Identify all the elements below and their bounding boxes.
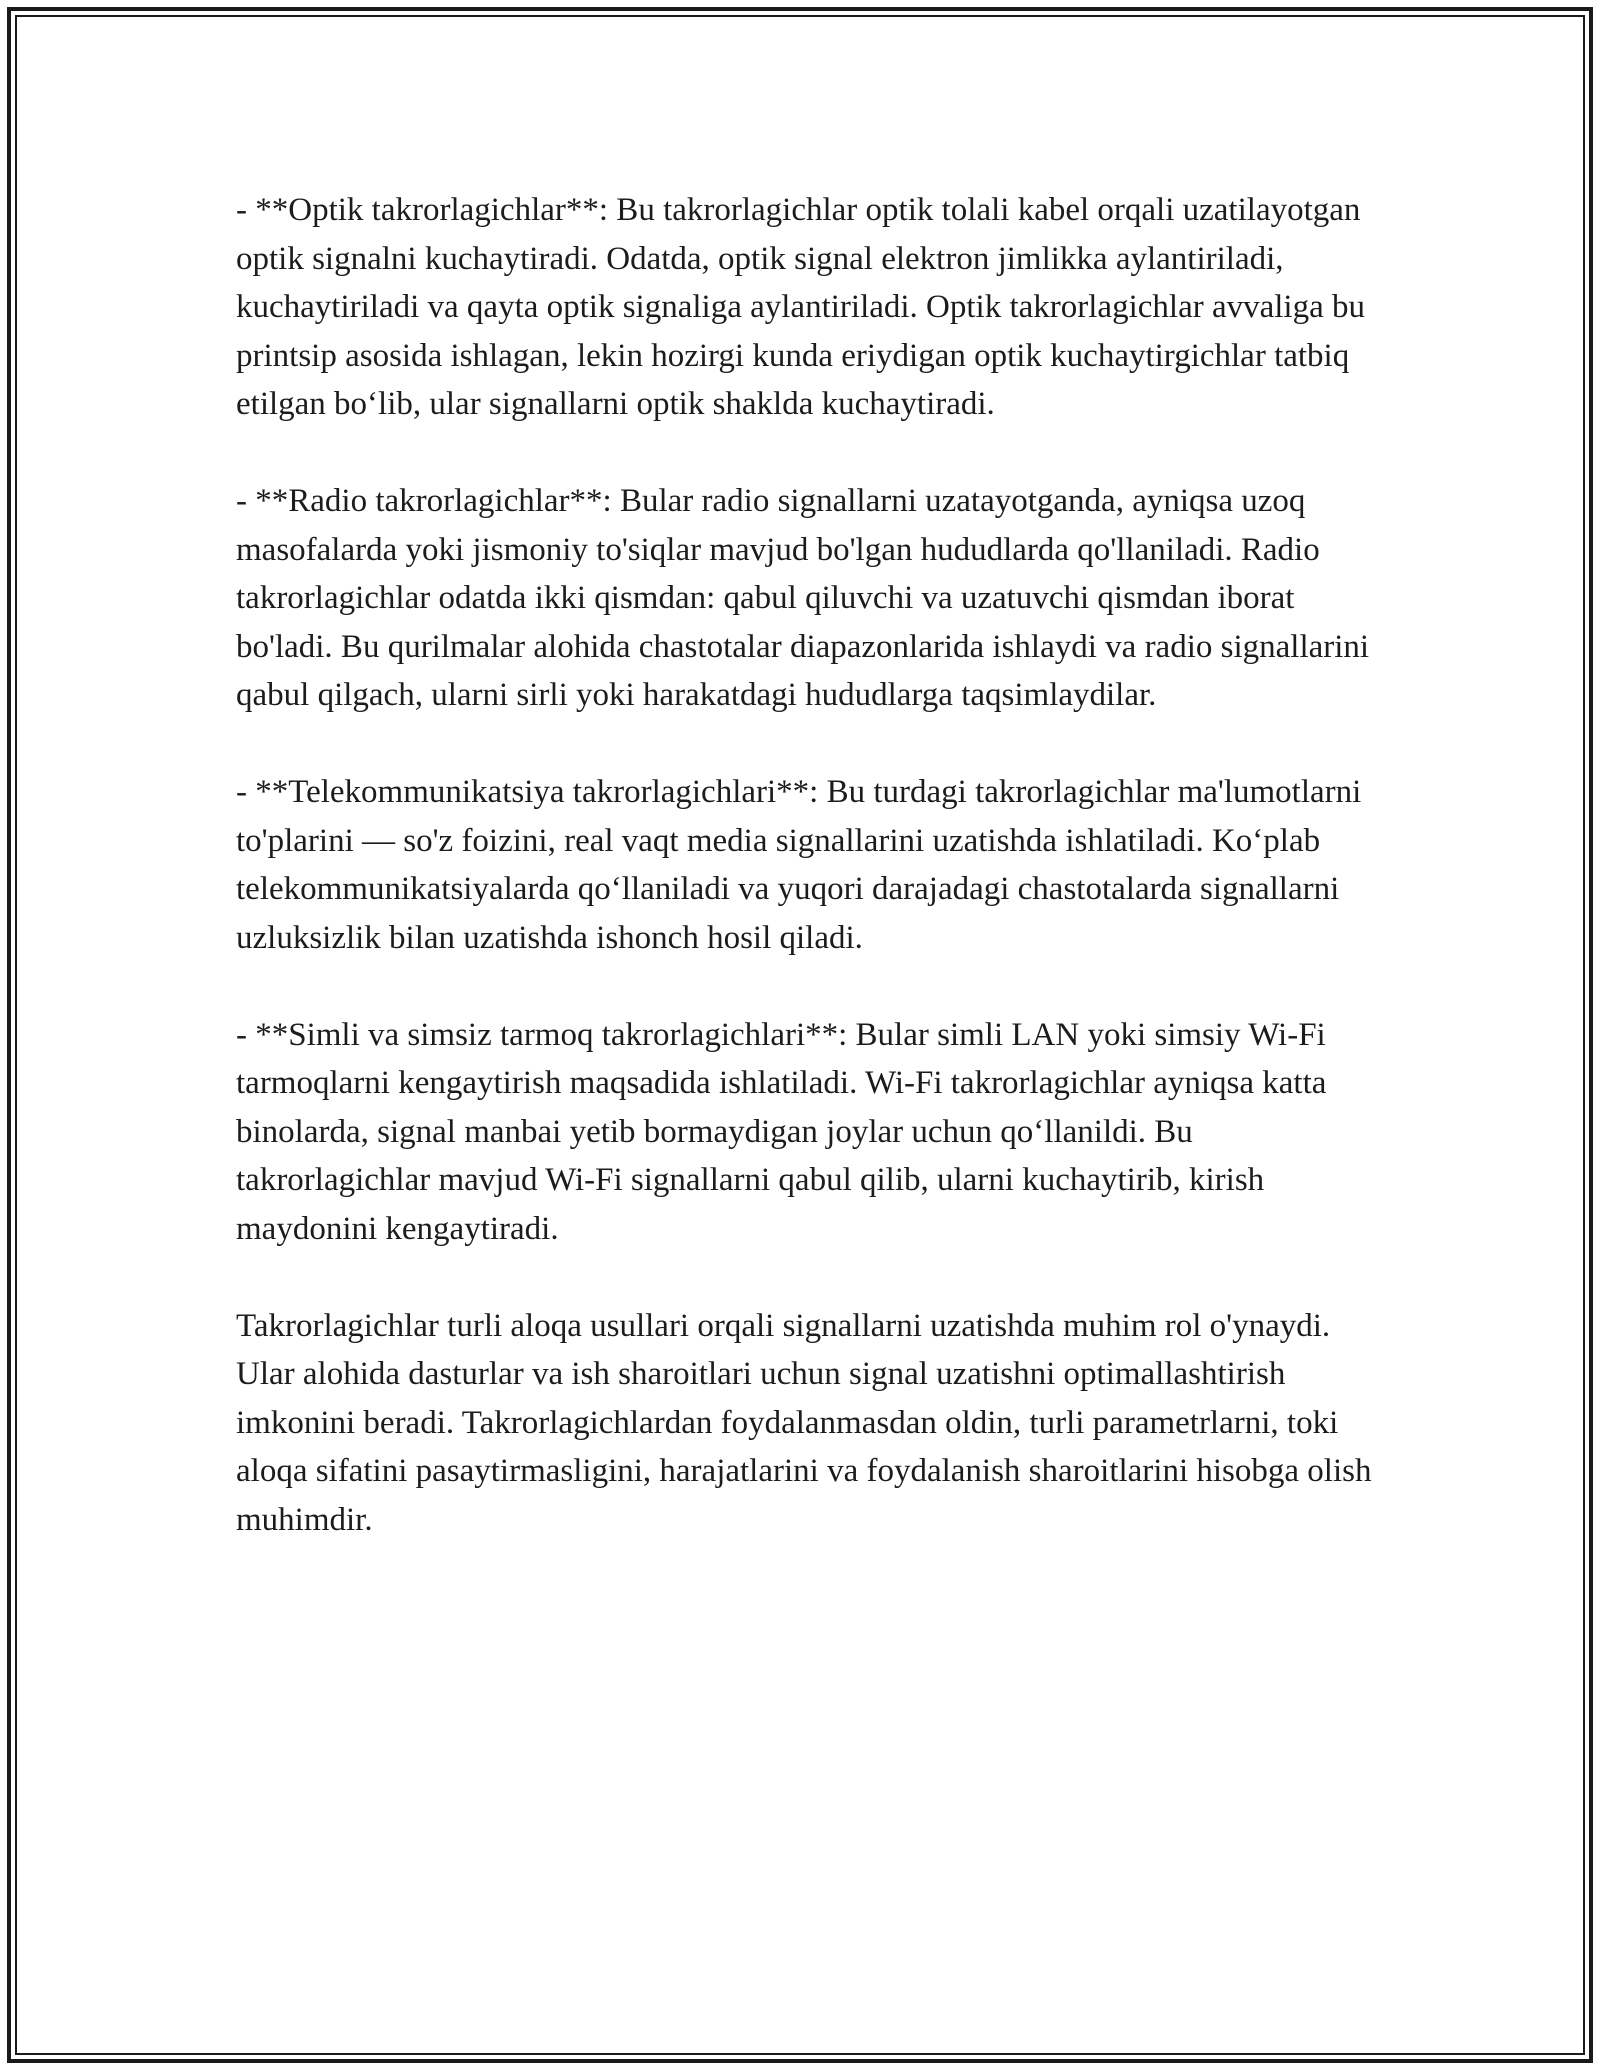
paragraph-conclusion: Takrorlagichlar turli aloqa usullari orqali signallarni uzatishda muhim rol o'ynaydi. Ular alohida dasturlar va ish sharoitlari uchun signal uzatishni optimallashtirish imkonini beradi. Takrorlagichlardan foydalanmasdan oldin, turli parametrlarni, toki aloqa sifatini pasaytirmasligini, harajatlarini va foydalanish sharoitlarini hisobga olish muhimdir. [236,1307,1372,1538]
paragraph-optical-repeaters: - **Optik takrorlagichlar**: Bu takrorlagichlar optik tolali kabel orqali uzatilayotgan optik signalni kuchaytiradi. Odatda, optik signal elektron jimlikka aylantiriladi, kuchaytiriladi va qayta optik signaliga aylantiriladi. Optik takrorlagichlar avvaliga bu printsip asosida ishlagan, lekin hozirgi kunda eriydigan optik kuchaytirgichlar tatbiq etilgan bo‘lib, ular signallarni optik shaklda kuchaytiradi. [236,192,1365,422]
paragraph-network-repeaters: - **Simli va simsiz tarmoq takrorlagichlari**: Bular simli LAN yoki simsiy Wi-Fi tarmoqlarni kengaytirish maqsadida ishlatiladi. Wi-Fi takrorlagichlar ayniqsa katta binolarda, signal manbai yetib bormaydigan joylar uchun qo‘llanildi. Bu takrorlagichlar mavjud Wi-Fi signallarni qabul qilib, ularni kuchaytirib, kirish maydonini kengaytiradi. [236,1016,1327,1247]
paragraph-radio-repeaters: - **Radio takrorlagichlar**: Bular radio signallarni uzatayotganda, ayniqsa uzoq masofalarda yoki jismoniy to'siqlar mavjud bo'lgan hududlarda qo'llaniladi. Radio takrorlagichlar odatda ikki qismdan: qabul qiluvchi va uzatuvchi qismdan iborat bo'ladi. Bu qurilmalar alohida chastotalar diapazonlarida ishlaydi va radio signallarini qabul qilgach, ularni sirli yoki harakatdagi hududlarga taqsimlaydilar. [236,483,1370,713]
paragraph-telecom-repeaters: - **Telekommunikatsiya takrorlagichlari**: Bu turdagi takrorlagichlar ma'lumotlarni to'plarini — so'z foizini, real vaqt media signallarini uzatishda ishlatiladi. Ko‘plab telekommunikatsiyalarda qo‘llaniladi va yuqori darajadagi chastotalarda signallarni uzluksizlik bilan uzatishda ishonch hosil qiladi. [236,774,1362,956]
document-body [236,186,1376,1593]
